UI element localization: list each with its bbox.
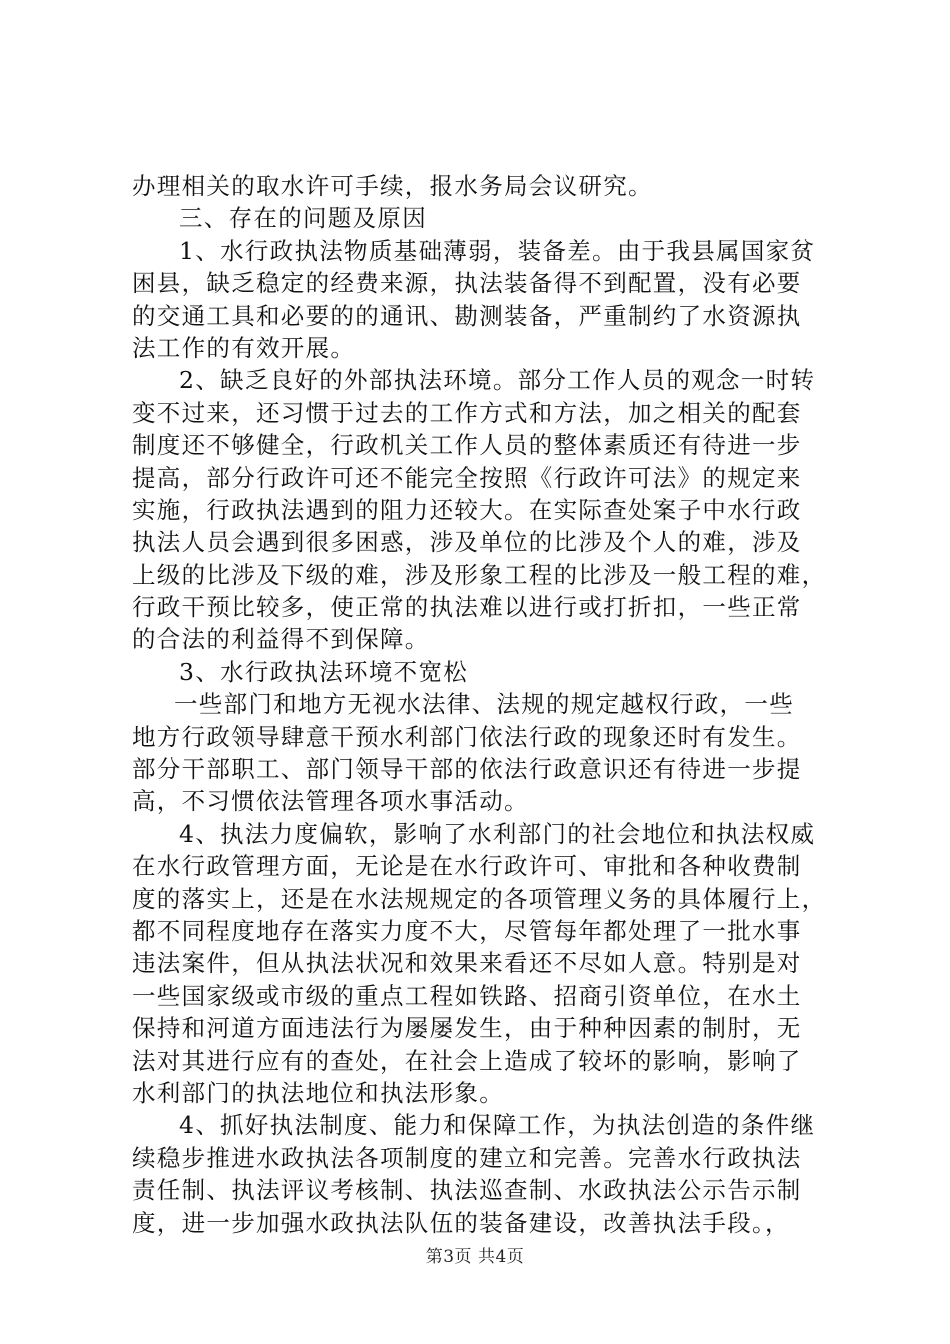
text-line: 保持和河道方面违法行为屡屡发生，由于种种因素的制肘，无 [132,1014,802,1043]
document-body [132,170,832,1239]
text-line: 办理相关的取水许可手续，报水务局会议研究。 [132,172,653,200]
text-line: 4、抓好执法制度、能力和保障工作，为执法创造的条件继 [179,1111,816,1140]
text-line: 一些部门和地方无视水法律、法规的规定越权行政，一些 [174,690,794,719]
text-line: 2、缺乏良好的外部执法环境。部分工作人员的观念一时转 [179,366,816,395]
text-line: 续稳步推进水政执法各项制度的建立和完善。完善水行政执法 [132,1143,802,1172]
text-line: 在水行政管理方面，无论是在水行政许可、审批和各种收费制 [132,852,802,881]
section-heading: 三、存在的问题及原因 [179,204,427,233]
text-line: 4、执法力度偏软，影响了水利部门的社会地位和执法权威 [179,819,816,848]
text-line: 法工作的有效开展。 [132,333,356,362]
text-line: 的交通工具和必要的的通讯、勘测装备，严重制约了水资源执 [132,301,802,330]
text-line: 3、水行政执法环境不宽松 [179,657,469,686]
text-line: 制度还不够健全，行政机关工作人员的整体素质还有待进一步 [132,431,802,460]
text-line: 部分干部职工、部门领导干部的依法行政意识还有待进一步提 [132,755,802,784]
text-line: 行政干预比较多，使正常的执法难以进行或打折扣，一些正常 [132,593,802,622]
text-line: 变不过来，还习惯于过去的工作方式和方法，加之相关的配套 [132,398,802,427]
text-line: 度的落实上，还是在水法规规定的各项管理义务的具体履行上， [132,884,827,913]
text-line: 度，进一步加强水政执法队伍的装备建设，改善执法手段。， [132,1208,790,1237]
text-line: 责任制、执法评议考核制、执法巡查制、水政执法公示告示制 [132,1176,802,1205]
text-line: 困县，缺乏稳定的经费来源，执法装备得不到配置，没有必要 [132,269,802,298]
text-line: 法对其进行应有的查处，在社会上造成了较坏的影响，影响了 [132,1046,802,1075]
text-line: 水利部门的执法地位和执法形象。 [132,1078,504,1107]
text-line: 地方行政领导肆意干预水利部门依法行政的现象还时有发生。 [132,722,802,751]
text-line: 违法案件，但从执法状况和效果来看还不尽如人意。特别是对 [132,949,802,978]
text-line: 都不同程度地存在落实力度不大，尽管每年都处理了一批水事 [132,916,802,945]
text-line: 一些国家级或市级的重点工程如铁路、招商引资单位，在水土 [132,981,802,1010]
text-line: 提高，部分行政许可还不能完全按照《行政许可法》的规定来 [132,463,802,492]
text-line: 实施，行政执法遇到的阻力还较大。在实际查处案子中水行政 [132,495,802,524]
text-line: 高，不习惯依法管理各项水事活动。 [132,787,529,816]
page-footer: 第3页 共4页 [425,1247,525,1267]
text-line: 的合法的利益得不到保障。 [132,625,430,654]
text-line: 执法人员会遇到很多困惑，涉及单位的比涉及个人的难，涉及 [132,528,802,557]
text-line: 1、水行政执法物质基础薄弱，装备差。由于我县属国家贫 [179,236,816,265]
text-line: 上级的比涉及下级的难，涉及形象工程的比涉及一般工程的难， [132,560,827,589]
